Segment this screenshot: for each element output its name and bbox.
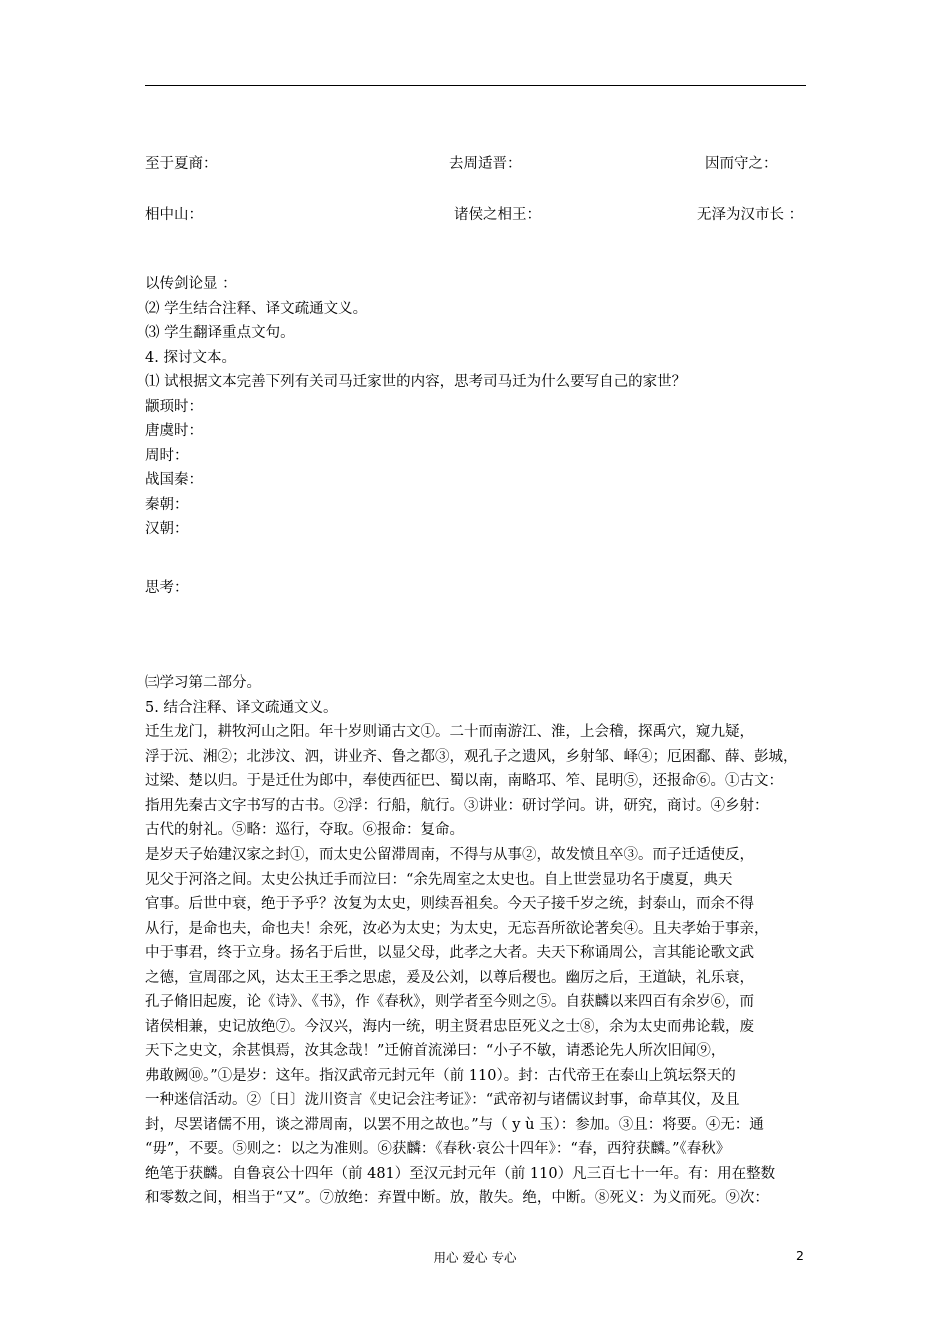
passage-line: 古代的射礼。⑤略：巡行，夺取。⑥报命：复命。 bbox=[145, 822, 464, 838]
passage-line: 官事。后世中衰，绝于予乎？汝复为太史，则续吾祖矣。今天子接千岁之统，封泰山，而余不得 bbox=[145, 896, 754, 912]
question-line: ⑴ 试根据文本完善下列有关司马迁家世的内容，思考司马迁为什么要写自己的家世？ bbox=[145, 374, 687, 390]
passage-line: 封，尽罢诸儒不用，谈之滞周南，以罢不用之故也。”与（ y ù 玉）：参加。③且：将要。④无：通 bbox=[145, 1116, 764, 1133]
blank-item: 唐虞时： bbox=[145, 423, 203, 439]
passage-line: 孔子脩旧起废，论《诗》、《书》，作《春秋》，则学者至今则之⑤。自获麟以来四百有余岁⑥，而 bbox=[145, 994, 754, 1010]
blank-item: 秦朝： bbox=[145, 496, 189, 513]
passage-line: 指用先秦古文字书写的古书。②浮：行船，航行。③讲业：研讨学问。讲，研究，商讨。④乡射： bbox=[145, 797, 769, 814]
passage-line: 绝笔于获麟。自鲁哀公十四年（前 481）至汉元封元年（前 110）凡三百七十一年。有：用在整数 bbox=[145, 1165, 776, 1182]
passage-line: “毋”，不要。⑤则之：以之为准则。⑥获麟：《春秋·哀公十四年》：“春，西狩获麟。”《春秋》 bbox=[145, 1141, 731, 1157]
think-label: 思考： bbox=[145, 580, 189, 596]
section-heading: 5. 结合注释、译文疏通文义。 bbox=[145, 699, 338, 716]
header-rule bbox=[145, 85, 806, 86]
passage-line: 一种迷信活动。②〔日〕泷川资言《史记会注考证》：“武帝初与诸儒议封事，命草其仪，及且 bbox=[145, 1092, 740, 1108]
passage-line: 浮于沅、湘②；北涉汶、泗，讲业齐、鲁之都③，观孔子之遗风，乡射邹、峄④；厄困鄱、薛、彭城， bbox=[145, 748, 798, 765]
blank-item: 无泽为汉市长 ： bbox=[697, 207, 804, 223]
footer-slogan: 用心 爱心 专心 bbox=[433, 1250, 517, 1265]
passage-paragraph-2 bbox=[145, 843, 815, 1211]
passage-line: 天下之史文，余甚惧焉，汝其念哉！”迁俯首流涕曰：“小子不敏，请悉论先人所次旧闻⑨， bbox=[145, 1043, 726, 1059]
passage-line: 迁生龙门，耕牧河山之阳。年十岁则诵古文①。二十而南游江、淮，上会稽，探禹穴，窥九疑， bbox=[145, 724, 754, 740]
blank-item: 至于夏商： bbox=[145, 156, 218, 172]
blank-item: 战国秦： bbox=[145, 472, 203, 488]
blank-item: 汉朝： bbox=[145, 521, 189, 537]
blank-item: 去周适晋： bbox=[449, 156, 522, 172]
section-heading: 4. 探讨文本。 bbox=[145, 349, 236, 366]
exercise-block bbox=[145, 272, 815, 542]
passage-line: 之德，宣周邵之风，达太王王季之思虑，爰及公刘，以尊后稷也。幽厉之后，王道缺，礼乐衰， bbox=[145, 969, 754, 986]
text-line: ⑶ 学生翻译重点文句。 bbox=[145, 325, 295, 341]
section-heading: ㈢学习第二部分。 bbox=[145, 675, 261, 691]
passage-line: 弗敢阙⑩。”①是岁：这年。指汉武帝元封元年（前 110）。封：古代帝王在泰山上筑坛祭天的 bbox=[145, 1067, 736, 1084]
blank-item: 相中山： bbox=[145, 207, 203, 223]
blank-item: 诸侯之相王： bbox=[454, 207, 541, 223]
text-line: 以传剑论显 ： bbox=[145, 276, 237, 292]
passage-line: 见父于河洛之间。太史公执迁手而泣曰：“余先周室之太史也。自上世尝显功名于虞夏，典天 bbox=[145, 871, 733, 888]
blank-item: 因而守之： bbox=[705, 156, 778, 172]
blank-item: 周时： bbox=[145, 447, 189, 464]
passage-line: 从行，是命也夫，命也夫！余死，汝必为太史；为太史，无忘吾所欲论著矣④。且夫孝始于事亲， bbox=[145, 920, 769, 937]
section-block bbox=[145, 671, 815, 720]
text-line: ⑵ 学生结合注释、译文疏通文义。 bbox=[145, 300, 368, 317]
passage-line: 中于事君，终于立身。扬名于后世，以显父母，此孝之大者。夫天下称诵周公，言其能论歌文武 bbox=[145, 945, 754, 961]
passage-line: 是岁天子始建汉家之封①，而太史公留滞周南，不得与从事②，故发愤且卒③。而子迁适使反， bbox=[145, 847, 754, 863]
page-number: 2 bbox=[796, 1248, 804, 1263]
passage-paragraph-1 bbox=[145, 720, 815, 843]
passage-line: 和零数之间，相当于“又”。⑦放绝：弃置中断。放，散失。绝，中断。⑧死义：为义而死。⑨次： bbox=[145, 1190, 769, 1206]
passage-line: 过梁、楚以归。于是迁仕为郎中，奉使西征巴、蜀以南，南略邛、笮、昆明⑤，还报命⑥。①古文： bbox=[145, 773, 783, 789]
blank-item: 颛顼时： bbox=[145, 398, 203, 415]
passage-line: 诸侯相兼，史记放绝⑦。今汉兴，海内一统，明主贤君忠臣死义之士⑧，余为太史而弗论载，废 bbox=[145, 1018, 754, 1035]
